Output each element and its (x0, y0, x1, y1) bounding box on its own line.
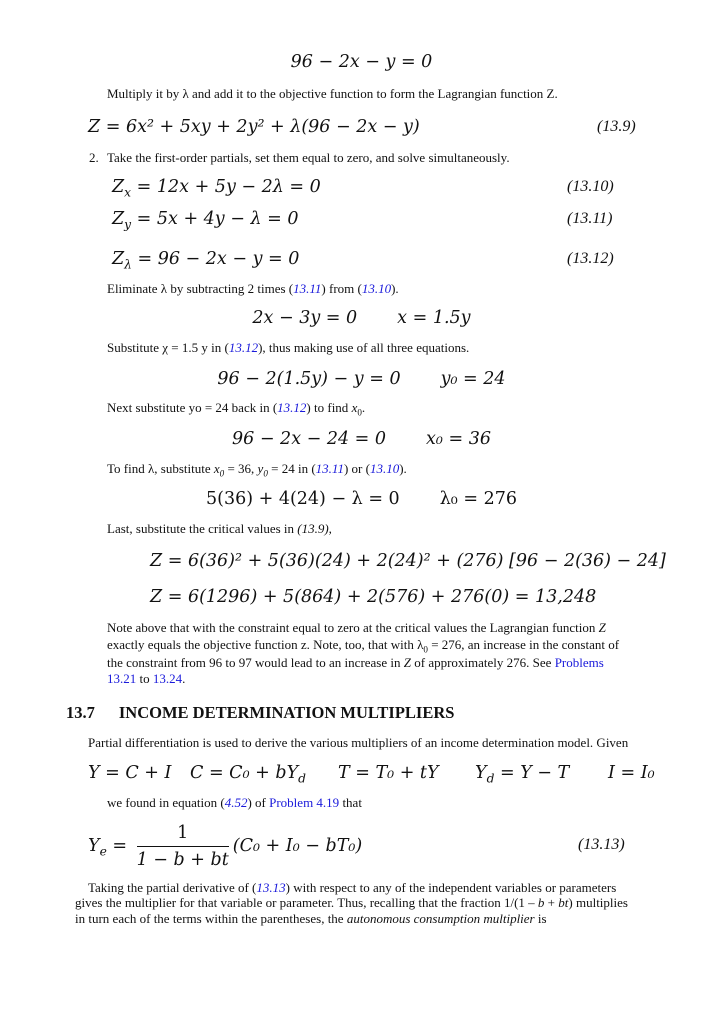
note-line-2: exactly equals the objective function z. Note, too, that with $\lambda_0 = 276$, an increase in the constant of (107, 637, 620, 655)
found-text: we found in equation (4.52) of Problem 4.19 that (107, 795, 362, 810)
multiply-text: Multiply it by λ and add it to the objective function to form the Lagrangian function Z. (107, 86, 558, 101)
partial-zy-equation: $Z_y = 5x + 4y - \lambda = 0$ (112, 209, 299, 232)
problem-link[interactable]: 13.24 (152, 671, 183, 686)
equation-link[interactable]: 13.12 (277, 400, 307, 415)
section-heading: 13.7 INCOME DETERMINATION MULTIPLIERS (66, 703, 455, 722)
final-equation-1: Z = 6(36)² + 5(36)(24) + 2(24)² + (276) [96 − 2(36) − 24] (150, 551, 666, 571)
problems-link[interactable]: Problems (554, 655, 604, 670)
eliminate-equation: 2x − 3y = 0 x = 1.5y (252, 308, 471, 328)
lagrangian-equation: Z = 6x² + 5xy + 2y² + λ(96 − 2x − y) (88, 117, 420, 137)
equation-number: (13.13) (578, 836, 625, 853)
equation-link[interactable]: 13.11 (293, 281, 322, 296)
partial-zx-equation: $Z_x = 12x + 5y - 2\lambda = 0$ (112, 177, 321, 200)
last-substitute-text: Last, substitute the critical values in (13.9), (107, 521, 332, 536)
equation-link[interactable]: 13.13 (256, 880, 286, 895)
paragraph-line-1: Taking the partial derivative of (13.13) with respect to any of the independent variables or parameters (88, 880, 617, 895)
step-text: Take the first-order partials, set them equal to zero, and solve simultaneously. (107, 150, 510, 165)
income-multiplier-equation: $Y_e$ = $\frac{1}{1 - b + bt}$ (C₀ + I₀ − bT₀) (88, 823, 363, 870)
note-line-4: 13.21 to 13.24. (107, 671, 186, 686)
step-number: 2. (89, 150, 99, 165)
problem-link[interactable]: Problem 4.19 (269, 795, 340, 810)
equation-number: (13.9) (597, 118, 636, 135)
partial-zl-equation: $Z_\lambda = 96 - 2x - y = 0$ (112, 249, 300, 272)
substitute-text: Substitute χ = 1.5 y in (13.12), thus making use of all three equations. (107, 340, 470, 355)
paragraph-line-3: in turn each of the terms within the parentheses, the autonomous consumption multiplier is (75, 911, 547, 926)
equation-link[interactable]: 13.10 (361, 281, 392, 296)
constraint-equation: 96 − 2x − y = 0 (290, 52, 433, 72)
paragraph-line-2: gives the multiplier for that variable or parameter. Thus, recalling that the fraction 1/(1 – b + bt) multiplies (75, 895, 628, 910)
next-substitute-text: Next substitute yo = 24 back in (13.12) to find $x_0$. (107, 400, 366, 418)
equation-link[interactable]: 13.11 (315, 461, 344, 476)
x-equation: 96 − 2x − 24 = 0 x₀ = 36 (232, 429, 491, 449)
y-equation: 96 − 2(1.5y) − y = 0 y₀ = 24 (217, 369, 506, 389)
income-intro: Partial differentiation is used to derive the various multipliers of an income determination model. Given (88, 735, 629, 750)
equation-number: (13.10) (567, 178, 614, 195)
equation-number: (13.12) (567, 250, 614, 267)
eliminate-text: Eliminate λ by subtracting 2 times (13.11) from (13.10). (107, 281, 399, 296)
note-line-3: the constraint from 96 to 97 would lead to an increase in Z of approximately 276. See Problems (107, 655, 604, 670)
problem-link[interactable]: 13.21 (107, 671, 137, 686)
equation-link[interactable]: 13.12 (228, 340, 259, 355)
equation-number: (13.11) (567, 210, 613, 227)
lambda-equation: 5(36) + 4(24) − λ = 0 λ₀ = 276 (205, 489, 518, 509)
equation-link[interactable]: 13.10 (369, 461, 400, 476)
final-equation-2: Z = 6(1296) + 5(864) + 2(576) + 276(0) = 13,248 (150, 587, 597, 607)
equation-link[interactable]: 4.52 (224, 795, 248, 810)
find-lambda-text: To find λ, substitute $x_0 = 36$, $y_0 = 24$ in (13.11) or (13.10). (107, 461, 407, 479)
note-line-1: Note above that with the constraint equal to zero at the critical values the Lagrangian function Z (107, 620, 606, 635)
